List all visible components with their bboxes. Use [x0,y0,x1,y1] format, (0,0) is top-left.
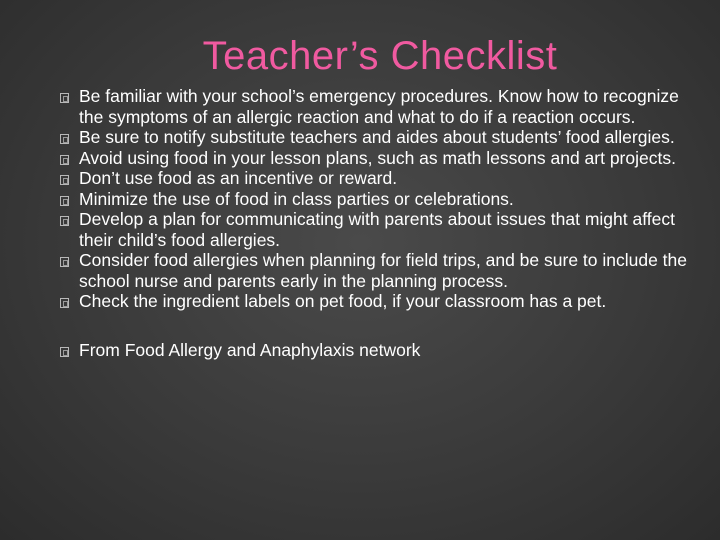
list-item [60,291,700,312]
list-item [60,189,700,210]
source-note [60,340,700,361]
list-item [60,250,700,291]
list-item-text: Check the ingredient labels on pet food, if your classroom has a pet. [79,291,607,311]
list-item-text: Avoid using food in your lesson plans, such as math lessons and art projects. [79,147,676,168]
list-item [60,168,700,189]
list-item [60,148,700,169]
slide-title: Teacher’s Checklist [202,34,558,78]
box-bullet-icon [60,347,69,357]
list-item-text: Be familiar with your school’s emergency procedures. Know how to recognize the symptoms of an allergic reaction and what to do if a reaction occurs. [79,86,679,127]
list-item [60,209,700,250]
list-item-text: Develop a plan for communicating with parents about issues that might affect their child’s food allergies. [79,209,675,250]
box-bullet-icon [60,257,69,267]
box-bullet-icon [60,134,69,144]
box-bullet-icon [60,216,69,226]
box-bullet-icon [60,93,69,103]
list-item-text: Minimize the use of food in class parties or celebrations. [79,188,514,209]
source-text: From Food Allergy and Anaphylaxis network [79,339,421,360]
box-bullet-icon [60,298,69,308]
box-bullet-icon [60,196,69,206]
box-bullet-icon [60,155,69,165]
list-item-text: Consider food allergies when planning for field trips, and be sure to include the school nurse and parents early in the planning process. [79,250,688,291]
list-item-text: Be sure to notify substitute teachers and aides about students’ food allergies. [79,127,675,147]
list-item [60,127,700,148]
checklist [60,86,700,360]
box-bullet-icon [60,175,69,185]
list-item [60,86,700,127]
list-item-text: Don’t use food as an incentive or reward. [79,168,398,188]
